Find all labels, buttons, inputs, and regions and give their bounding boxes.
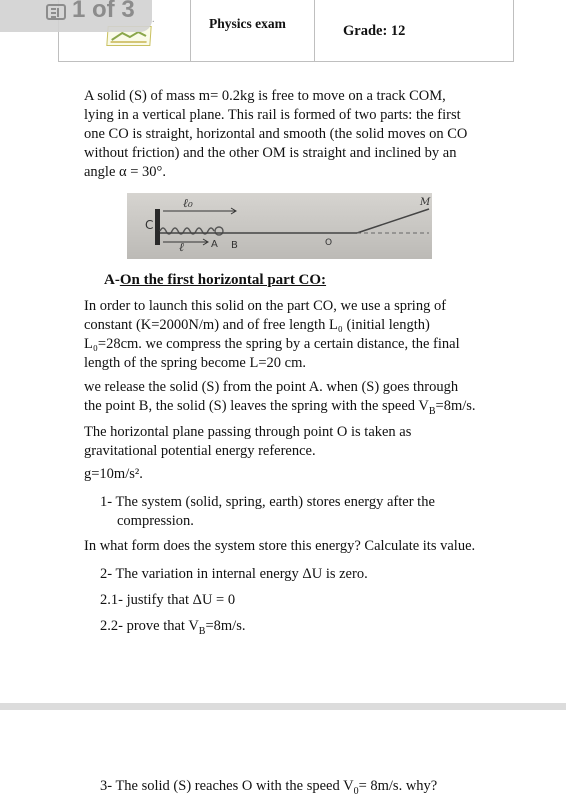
label-o: O (325, 238, 333, 248)
intro-line: without friction) and the other OM is straight and inclined by an (84, 145, 457, 161)
label-b: B (231, 240, 238, 251)
gravity-value: g=10m/s². (84, 466, 143, 482)
intro-line: angle α = 30°. (84, 164, 166, 180)
label-m: M (420, 197, 431, 208)
launch-line: length of the spring become L=20 cm. (84, 355, 306, 371)
question-2-1: 2.1- justify that ΔU = 0 (100, 592, 236, 608)
question-3-sub: 0 (353, 785, 359, 797)
question-2-2-text: 2.2- prove that V (100, 618, 199, 634)
question-3-value: = 8m/s. why? (358, 778, 438, 794)
section-a-title: On the first horizontal part CO: (119, 272, 327, 288)
section-a-heading (104, 272, 326, 289)
question-1 (100, 493, 480, 531)
question-1-line: compression. (117, 513, 194, 529)
question-2-2-value: =8m/s. (205, 618, 246, 634)
section-a-prefix: A- (104, 272, 120, 288)
reference-line: gravitational potential energy reference. (84, 443, 316, 459)
question-2-2 (100, 618, 245, 637)
wall-c (155, 209, 160, 245)
intro-line: A solid (S) of mass m= 0.2kg is free to move on a track COM, (84, 88, 446, 104)
grade-cell (315, 0, 515, 62)
release-line: we release the solid (S) from the point A. when (S) goes through (84, 379, 459, 395)
launch-line: constant (K=2000N/m) and of free length L₀ (initial length) (84, 317, 430, 333)
label-l: ℓ (179, 240, 184, 254)
cursor-mark: . (152, 14, 155, 25)
pages-icon (46, 4, 66, 20)
page-counter-badge[interactable] (0, 0, 152, 32)
label-a: A (211, 239, 218, 250)
launch-line: In order to launch this solid on the part CO, we use a spring of (84, 298, 447, 314)
subject-cell (191, 0, 315, 62)
question-1-line: 1- The system (solid, spring, earth) stores energy after the (100, 494, 435, 510)
label-c: C (145, 218, 154, 232)
launch-line: L₀=28cm. we compress the spring by a certain distance, the final (84, 336, 460, 352)
reference-line: The horizontal plane passing through point O is taken as (84, 424, 412, 440)
question-2-2-sub: B (198, 625, 206, 637)
subject-title: Physics exam (209, 16, 286, 31)
grade-label: Grade: 12 (343, 23, 406, 39)
launch-paragraph (84, 297, 494, 373)
intro-line: lying in a vertical plane. This rail is formed of two parts: the first (84, 107, 461, 123)
page-separator (0, 703, 566, 710)
release-text: the point B, the solid (S) leaves the spring with the speed V (84, 398, 429, 414)
question-3 (100, 778, 437, 797)
release-line-speed (84, 397, 494, 421)
question-1-followup: In what form does the system store this energy? Calculate its value. (84, 538, 476, 554)
page-counter: 1 of 3 (72, 0, 135, 23)
release-value: =8m/s. (435, 398, 476, 414)
release-sub: B (428, 405, 436, 417)
intro-paragraph (84, 87, 494, 182)
exam-page-2 (0, 710, 566, 800)
question-2: 2- The variation in internal energy ΔU is zero. (100, 566, 368, 582)
label-l0: ℓ₀ (183, 196, 193, 210)
question-3-text: 3- The solid (S) reaches O with the speed V (100, 778, 354, 794)
release-paragraph (84, 378, 494, 421)
reference-paragraph (84, 423, 494, 461)
track-spring-figure (127, 193, 432, 259)
intro-line: one CO is straight, horizontal and smooth (the solid moves on CO (84, 126, 468, 142)
